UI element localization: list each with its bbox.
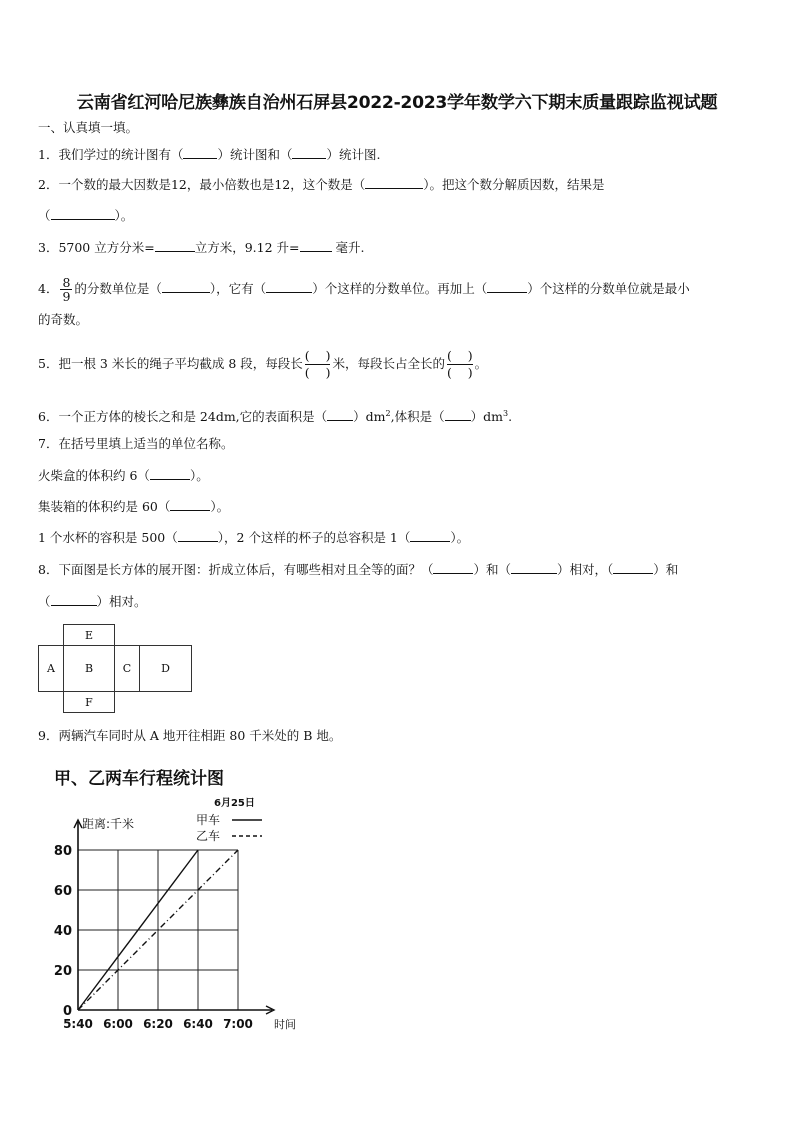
x-tick-label: 5:40 (63, 1017, 93, 1031)
question-4: 4． $\frac{8}{9}$ 的分数单位是（ ），它有（ ）个这样的分数单位。再加上（ ）个这样的分数单位就是最小 (38, 275, 690, 304)
blank-fraction-1: ( ) ( ) (304, 348, 331, 380)
question-8-cont: （ ）相对。 (38, 594, 147, 609)
net-face-b: B (63, 645, 115, 692)
net-face-e: E (63, 624, 115, 646)
chart-subtitle: 6月25日 (214, 798, 255, 809)
y-tick-label: 0 (62, 1004, 72, 1019)
question-7-line-2: 集装箱的体积约是 60（ ）。 (38, 499, 230, 514)
question-2-cont: （ ）。 (38, 208, 134, 223)
legend-label-1: 甲车 (196, 813, 221, 827)
y-tick-label: 60 (53, 884, 72, 899)
net-face-f: F (63, 691, 115, 713)
question-1: 1．我们学过的统计图有（ ）统计图和（ ）统计图. (38, 147, 381, 162)
y-tick-label: 80 (53, 844, 72, 859)
question-3: 3．5700 立方分米= 立方米，9.12 升= 毫升. (38, 240, 365, 255)
cuboid-net-diagram (38, 624, 198, 714)
net-face-d: D (139, 645, 192, 692)
blank-fraction-2: ( ) ( ) (446, 348, 473, 380)
y-tick-label: 20 (53, 964, 72, 979)
question-8: 8．下面图是长方体的展开图：折成立体后，有哪些相对且全等的面？（ ）和（ ）相对，（ ）和 (38, 562, 679, 577)
question-9: 9．两辆汽车同时从 A 地开往相距 80 千米处的 B 地。 (38, 728, 342, 743)
y-tick-label: 40 (53, 924, 72, 939)
x-tick-label: 6:40 (183, 1017, 213, 1031)
net-face-a: A (38, 645, 64, 692)
x-tick-label: 6:00 (103, 1017, 133, 1031)
fraction-8-9: $\frac{8}{9}$ (62, 275, 71, 304)
x-tick-label: 7:00 (223, 1017, 253, 1031)
question-7-line-3: 1 个水杯的容积是 500（ ），2 个这样的杯子的总容积是 1（ ）。 (38, 530, 470, 545)
question-7-line-1: 火柴盒的体积约 6（ ）。 (38, 468, 209, 483)
x-tick-label: 6:20 (143, 1017, 173, 1031)
question-5: 5．把一根 3 米长的绳子平均截成 8 段，每段长 ( ) ( ) 米，每段长占全长的 ( ) ( ) 。 (38, 348, 488, 380)
y-axis-label: 距离:千米 (82, 817, 135, 831)
distance-time-chart (36, 762, 356, 1042)
net-face-c: C (114, 645, 140, 692)
x-axis-label: 时间 (274, 1018, 296, 1031)
page-title: 云南省红河哈尼族彝族自治州石屏县2022-2023学年数学六下期末质量跟踪监视试题 (76, 93, 718, 113)
chart-title: 甲、乙两车行程统计图 (54, 769, 224, 789)
section-heading: 一、认真填一填。 (38, 120, 139, 135)
question-2: 2．一个数的最大因数是12，最小倍数也是12，这个数是（ ）。把这个数分解质因数，结果是 (38, 177, 605, 192)
question-7-title: 7．在括号里填上适当的单位名称。 (38, 436, 234, 451)
legend-label-2: 乙车 (196, 829, 221, 843)
question-6: 6．一个正方体的棱长之和是 24dm,它的表面积是（ ）$dm^2$,体积是（ ）$dm^3$. (38, 409, 513, 425)
question-4-cont: 的奇数。 (38, 312, 89, 327)
